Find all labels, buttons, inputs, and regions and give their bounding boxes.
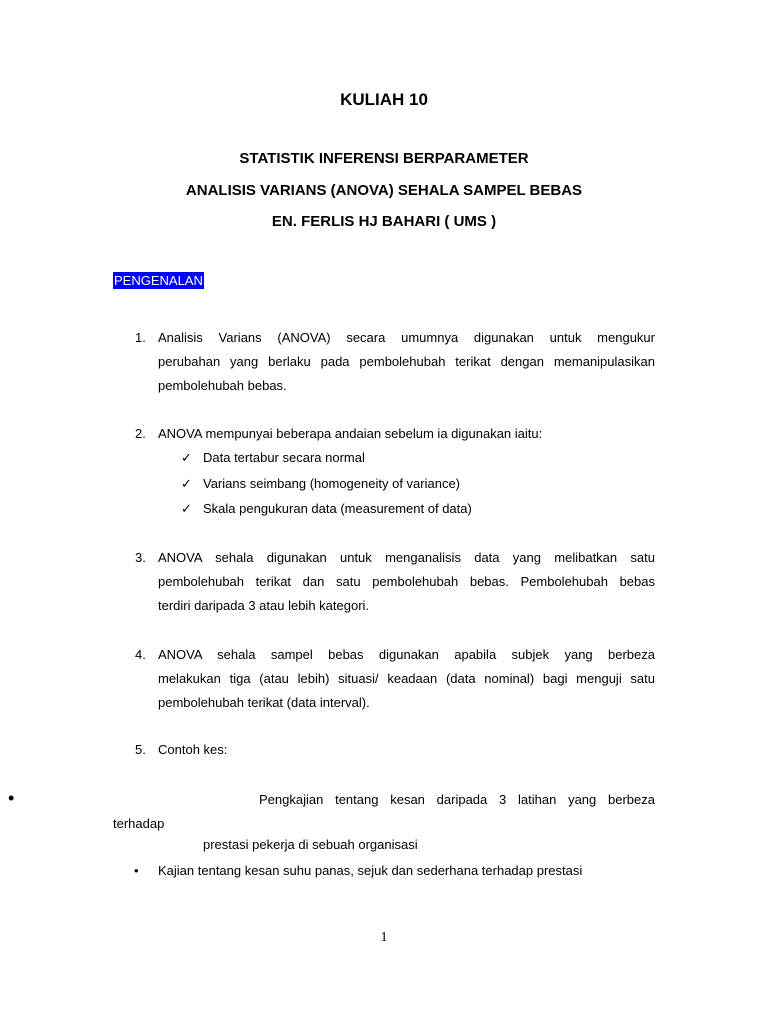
checkmark-icon: ✓ [181,450,192,465]
item-number: 3. [135,550,146,565]
item-line: terdiri daripada 3 atau lebih kategori. [158,598,370,613]
item-line: ANOVA mempunyai beberapa andaian sebelum ia digunakan iaitu: [158,426,543,441]
item-line: melakukan tiga (atau lebih) situasi/ keadaan (data nominal) bagi menguji satu [158,671,655,686]
item-number: 2. [135,426,146,441]
lecture-title: KULIAH 10 [340,90,428,109]
check-item: ✓ Skala pengukuran data (measurement of data) [181,497,472,521]
check-item: ✓ Data tertabur secara normal [181,446,365,470]
bullet-icon: • [8,788,15,808]
item-line: pembolehubah bebas. [158,378,287,393]
item-line: pembolehubah terikat dan satu pembolehubah bebas. Pembolehubah bebas [158,574,655,589]
item-line: ANOVA sehala digunakan untuk menganalisis data yang melibatkan satu [158,550,655,565]
list-item-2 [158,422,655,446]
bullet-icon: • [134,863,139,878]
check-item: ✓ Varians seimbang (homogeneity of variance) [181,472,460,496]
example-1-line: Pengkajian tentang kesan daripada 3 latihan yang berbeza [259,792,655,807]
title-line-1: STATISTIK INFERENSI BERPARAMETER [239,150,529,167]
item-number: 5. [135,742,146,757]
item-line: ANOVA sehala sampel bebas digunakan apabila subjek yang berbeza [158,647,655,662]
example-2-line: Kajian tentang kesan suhu panas, sejuk dan sederhana terhadap prestasi [158,863,583,878]
example-1-wrap: terhadap [113,816,165,831]
item-line: Analisis Varians (ANOVA) secara umumnya digunakan untuk mengukur [158,330,655,345]
item-line: perubahan yang berlaku pada pembolehubah terikat dengan memanipulasikan [158,354,655,369]
list-item-5 [158,738,655,762]
author-line: EN. FERLIS HJ BAHARI ( UMS ) [271,213,497,230]
checkmark-icon: ✓ [181,476,192,491]
list-item-4 [158,643,655,715]
item-number: 4. [135,647,146,662]
list-item-3 [158,546,655,618]
item-number: 1. [135,330,146,345]
title-line-2: ANALISIS VARIANS (ANOVA) SEHALA SAMPEL BEBAS [185,182,583,199]
example-1-continuation: prestasi pekerja di sebuah organisasi [203,837,418,852]
list-item-1 [158,326,655,398]
item-line: Contoh kes: [158,742,228,757]
page-number: 1 [380,930,388,945]
section-heading: PENGENALAN [114,273,203,288]
checkmark-icon: ✓ [181,501,192,516]
item-line: pembolehubah terikat (data interval). [158,695,370,710]
